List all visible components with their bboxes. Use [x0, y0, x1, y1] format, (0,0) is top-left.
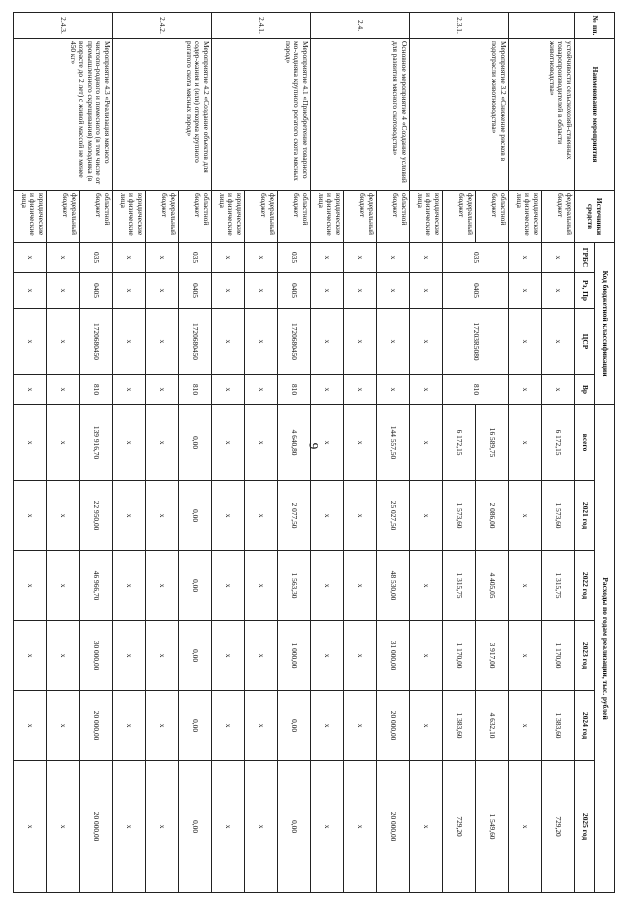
- vr-cell: x: [14, 375, 47, 405]
- rzpr-cell: x: [47, 273, 80, 309]
- table-row: [179, 13, 212, 893]
- y2025-cell: x: [344, 761, 377, 893]
- funding-source: юридические и физические лица: [410, 191, 443, 243]
- y2022-cell: x: [311, 551, 344, 621]
- funding-source: юридические и физические лица: [311, 191, 344, 243]
- total-cell: 16 589,75: [476, 405, 509, 481]
- total-cell: x: [47, 405, 80, 481]
- grbs-cell: 035: [278, 243, 311, 273]
- y2025-cell: x: [410, 761, 443, 893]
- header-name: Наименование мероприятия: [575, 39, 615, 191]
- vr-cell: x: [113, 375, 146, 405]
- y2024-cell: 4 632,10: [476, 691, 509, 761]
- csr-cell: x: [344, 309, 377, 375]
- vr-cell: x: [212, 375, 245, 405]
- row-number: 2.3.1.: [410, 13, 509, 39]
- funding-source: федеральный бюджет: [146, 191, 179, 243]
- funding-source: областной бюджет: [476, 191, 509, 243]
- y2024-cell: 20 000,00: [80, 691, 113, 761]
- y2023-cell: 1 170,00: [542, 621, 575, 691]
- y2022-cell: x: [212, 551, 245, 621]
- header-grbs: ГРБС: [575, 243, 595, 273]
- total-cell: 139 916,70: [80, 405, 113, 481]
- csr-cell: x: [212, 309, 245, 375]
- grbs-cell: 035: [443, 243, 509, 273]
- funding-source: федеральный бюджет: [344, 191, 377, 243]
- y2021-cell: 2 077,50: [278, 481, 311, 551]
- y2023-cell: x: [509, 621, 542, 691]
- rzpr-cell: x: [542, 273, 575, 309]
- table-row: [476, 13, 509, 893]
- row-number: 2.4.3.: [14, 13, 113, 39]
- grbs-cell: x: [14, 243, 47, 273]
- y2023-cell: 0,00: [179, 621, 212, 691]
- row-number: 2.4.1.: [212, 13, 311, 39]
- y2022-cell: 46 966,70: [80, 551, 113, 621]
- table-row: [80, 13, 113, 893]
- y2022-cell: 1 315,75: [542, 551, 575, 621]
- y2024-cell: x: [410, 691, 443, 761]
- y2025-cell: x: [212, 761, 245, 893]
- header-kbk: Код бюджетной классификации: [595, 243, 615, 405]
- y2021-cell: x: [509, 481, 542, 551]
- measure-name: Мероприятие 4.1 «Приобретение товарного мо-лодняка крупного рогатого скота мясных пород»: [212, 39, 311, 191]
- y2024-cell: 1 383,60: [443, 691, 476, 761]
- y2025-cell: x: [14, 761, 47, 893]
- y2025-cell: 0,00: [179, 761, 212, 893]
- y2022-cell: x: [113, 551, 146, 621]
- table-row: [377, 13, 410, 893]
- row-number: 2.4.2.: [113, 13, 212, 39]
- y2025-cell: x: [113, 761, 146, 893]
- vr-cell: x: [542, 375, 575, 405]
- rzpr-cell: 0405: [443, 273, 509, 309]
- y2022-cell: x: [509, 551, 542, 621]
- grbs-cell: x: [377, 243, 410, 273]
- y2025-cell: 729,20: [542, 761, 575, 893]
- csr-cell: 17203R5080: [443, 309, 509, 375]
- rotated-table-container: [19, 12, 615, 892]
- rzpr-cell: x: [311, 273, 344, 309]
- rzpr-cell: 0405: [179, 273, 212, 309]
- y2022-cell: 0,00: [179, 551, 212, 621]
- rzpr-cell: 0405: [278, 273, 311, 309]
- csr-cell: x: [146, 309, 179, 375]
- total-cell: x: [410, 405, 443, 481]
- grbs-cell: x: [410, 243, 443, 273]
- vr-cell: 810: [443, 375, 509, 405]
- y2021-cell: 2 086,00: [476, 481, 509, 551]
- measure-name: Мероприятие 4.3 «Реализация мясного чистопо-родного и помесного (в том числе от промышленного скрещивания) молодняка (в возрасте до 2 лет) с живой массой не менее 450 кг»: [14, 39, 113, 191]
- y2025-cell: 729,20: [443, 761, 476, 893]
- funding-source: юридические и физические лица: [509, 191, 542, 243]
- grbs-cell: x: [245, 243, 278, 273]
- grbs-cell: x: [311, 243, 344, 273]
- header-total: всего: [575, 405, 595, 481]
- y2023-cell: 3 917,00: [476, 621, 509, 691]
- y2021-cell: 22 950,00: [80, 481, 113, 551]
- csr-cell: x: [410, 309, 443, 375]
- csr-cell: 1720680450: [278, 309, 311, 375]
- measure-name: устойчивости сельскохозяй-ственных товаропроизводителей в области животноводства»: [509, 39, 575, 191]
- funding-source: федеральный бюджет: [542, 191, 575, 243]
- y2023-cell: 1 170,00: [443, 621, 476, 691]
- y2021-cell: x: [212, 481, 245, 551]
- rzpr-cell: x: [113, 273, 146, 309]
- y2022-cell: x: [47, 551, 80, 621]
- csr-cell: x: [14, 309, 47, 375]
- y2021-cell: x: [410, 481, 443, 551]
- y2023-cell: 31 000,00: [377, 621, 410, 691]
- rzpr-cell: 0405: [80, 273, 113, 309]
- measure-name: Основное мероприятие 4 «Создание условий для развития мясного скотоводства»: [311, 39, 410, 191]
- vr-cell: x: [245, 375, 278, 405]
- table-body: [14, 13, 575, 893]
- budget-table: [13, 12, 615, 893]
- header-2024: 2024 год: [575, 691, 595, 761]
- table-row: [542, 13, 575, 893]
- rzpr-cell: x: [212, 273, 245, 309]
- y2023-cell: 30 000,00: [80, 621, 113, 691]
- y2025-cell: 1 549,60: [476, 761, 509, 893]
- total-cell: 4 640,80: [278, 405, 311, 481]
- measure-name: Мероприятие 3.2 «Снижение рисков в подотрасли животноводства»: [410, 39, 509, 191]
- y2021-cell: 0,00: [179, 481, 212, 551]
- vr-cell: x: [377, 375, 410, 405]
- grbs-cell: 035: [179, 243, 212, 273]
- y2024-cell: 1 383,60: [542, 691, 575, 761]
- y2022-cell: 1 563,30: [278, 551, 311, 621]
- csr-cell: x: [542, 309, 575, 375]
- rzpr-cell: x: [509, 273, 542, 309]
- y2023-cell: x: [113, 621, 146, 691]
- y2023-cell: x: [14, 621, 47, 691]
- csr-cell: x: [245, 309, 278, 375]
- csr-cell: x: [113, 309, 146, 375]
- grbs-cell: x: [47, 243, 80, 273]
- vr-cell: x: [509, 375, 542, 405]
- y2025-cell: x: [509, 761, 542, 893]
- total-cell: 6 172,15: [443, 405, 476, 481]
- row-number: 2.4.: [311, 13, 410, 39]
- total-cell: x: [311, 405, 344, 481]
- y2021-cell: x: [47, 481, 80, 551]
- rzpr-cell: x: [344, 273, 377, 309]
- csr-cell: x: [311, 309, 344, 375]
- vr-cell: x: [311, 375, 344, 405]
- table-row: [278, 13, 311, 893]
- y2022-cell: x: [14, 551, 47, 621]
- csr-cell: 1720680450: [80, 309, 113, 375]
- funding-source: областной бюджет: [80, 191, 113, 243]
- page-number: 9: [306, 442, 322, 450]
- y2021-cell: x: [344, 481, 377, 551]
- header-csr: ЦСР: [575, 309, 595, 375]
- y2024-cell: x: [245, 691, 278, 761]
- grbs-cell: x: [542, 243, 575, 273]
- vr-cell: x: [47, 375, 80, 405]
- header-no: № пп.: [575, 13, 615, 39]
- total-cell: x: [245, 405, 278, 481]
- funding-source: областной бюджет: [377, 191, 410, 243]
- rzpr-cell: x: [377, 273, 410, 309]
- y2022-cell: x: [146, 551, 179, 621]
- y2024-cell: 20 000,00: [377, 691, 410, 761]
- y2024-cell: x: [146, 691, 179, 761]
- funding-source: федеральный бюджет: [443, 191, 476, 243]
- header-2021: 2021 год: [575, 481, 595, 551]
- y2024-cell: x: [311, 691, 344, 761]
- funding-source: юридические и физические лица: [212, 191, 245, 243]
- header-2022: 2022 год: [575, 551, 595, 621]
- y2022-cell: x: [245, 551, 278, 621]
- grbs-cell: 035: [80, 243, 113, 273]
- y2021-cell: x: [14, 481, 47, 551]
- vr-cell: 810: [278, 375, 311, 405]
- y2024-cell: 0,00: [179, 691, 212, 761]
- y2024-cell: x: [344, 691, 377, 761]
- total-cell: x: [509, 405, 542, 481]
- vr-cell: x: [410, 375, 443, 405]
- y2021-cell: x: [146, 481, 179, 551]
- grbs-cell: x: [344, 243, 377, 273]
- y2024-cell: x: [47, 691, 80, 761]
- y2022-cell: x: [344, 551, 377, 621]
- y2022-cell: x: [410, 551, 443, 621]
- header-2023: 2023 год: [575, 621, 595, 691]
- measure-name: Мероприятие 4.2 «Создание объектов для содер-жания и (или) откорма крупного рогатого скота мясных пород»: [113, 39, 212, 191]
- y2025-cell: 20 000,00: [80, 761, 113, 893]
- y2025-cell: x: [146, 761, 179, 893]
- header-rzpr: Рз, Пр: [575, 273, 595, 309]
- vr-cell: 810: [80, 375, 113, 405]
- csr-cell: x: [509, 309, 542, 375]
- grbs-cell: x: [509, 243, 542, 273]
- y2023-cell: x: [245, 621, 278, 691]
- total-cell: x: [344, 405, 377, 481]
- y2025-cell: x: [47, 761, 80, 893]
- y2023-cell: x: [47, 621, 80, 691]
- grbs-cell: x: [146, 243, 179, 273]
- y2022-cell: 1 315,75: [443, 551, 476, 621]
- y2025-cell: 20 000,00: [377, 761, 410, 893]
- funding-source: областной бюджет: [278, 191, 311, 243]
- y2021-cell: 25 027,50: [377, 481, 410, 551]
- y2023-cell: x: [344, 621, 377, 691]
- y2025-cell: x: [245, 761, 278, 893]
- y2023-cell: x: [212, 621, 245, 691]
- y2023-cell: 1 000,00: [278, 621, 311, 691]
- rzpr-cell: x: [410, 273, 443, 309]
- total-cell: x: [146, 405, 179, 481]
- y2021-cell: x: [113, 481, 146, 551]
- header-2025: 2025 год: [575, 761, 595, 893]
- grbs-cell: x: [212, 243, 245, 273]
- rzpr-cell: x: [245, 273, 278, 309]
- header-expenses: Расходы по годам реализации, тыс. рублей: [595, 405, 615, 893]
- y2021-cell: x: [245, 481, 278, 551]
- y2025-cell: 0,00: [278, 761, 311, 893]
- vr-cell: 810: [179, 375, 212, 405]
- funding-source: федеральный бюджет: [47, 191, 80, 243]
- header-vr: Вр: [575, 375, 595, 405]
- total-cell: x: [212, 405, 245, 481]
- grbs-cell: x: [113, 243, 146, 273]
- y2023-cell: x: [410, 621, 443, 691]
- y2024-cell: x: [509, 691, 542, 761]
- header-row-top: [595, 13, 615, 893]
- total-cell: 0,00: [179, 405, 212, 481]
- y2021-cell: x: [311, 481, 344, 551]
- rzpr-cell: x: [14, 273, 47, 309]
- funding-source: областной бюджет: [179, 191, 212, 243]
- row-number: [509, 13, 575, 39]
- total-cell: 144 557,50: [377, 405, 410, 481]
- total-cell: x: [14, 405, 47, 481]
- y2024-cell: x: [212, 691, 245, 761]
- total-cell: x: [113, 405, 146, 481]
- y2022-cell: 48 530,00: [377, 551, 410, 621]
- csr-cell: 1720680450: [179, 309, 212, 375]
- csr-cell: x: [47, 309, 80, 375]
- vr-cell: x: [146, 375, 179, 405]
- funding-source: юридические и физические лица: [113, 191, 146, 243]
- header-source: Источники средств: [575, 191, 615, 243]
- y2024-cell: x: [113, 691, 146, 761]
- y2024-cell: 0,00: [278, 691, 311, 761]
- total-cell: 6 172,15: [542, 405, 575, 481]
- rzpr-cell: x: [146, 273, 179, 309]
- vr-cell: x: [344, 375, 377, 405]
- csr-cell: x: [377, 309, 410, 375]
- y2023-cell: x: [311, 621, 344, 691]
- y2024-cell: x: [14, 691, 47, 761]
- funding-source: юридические и физические лица: [14, 191, 47, 243]
- y2021-cell: 1 573,60: [443, 481, 476, 551]
- y2023-cell: x: [146, 621, 179, 691]
- y2025-cell: x: [311, 761, 344, 893]
- funding-source: федеральный бюджет: [245, 191, 278, 243]
- y2021-cell: 1 573,60: [542, 481, 575, 551]
- y2022-cell: 4 405,05: [476, 551, 509, 621]
